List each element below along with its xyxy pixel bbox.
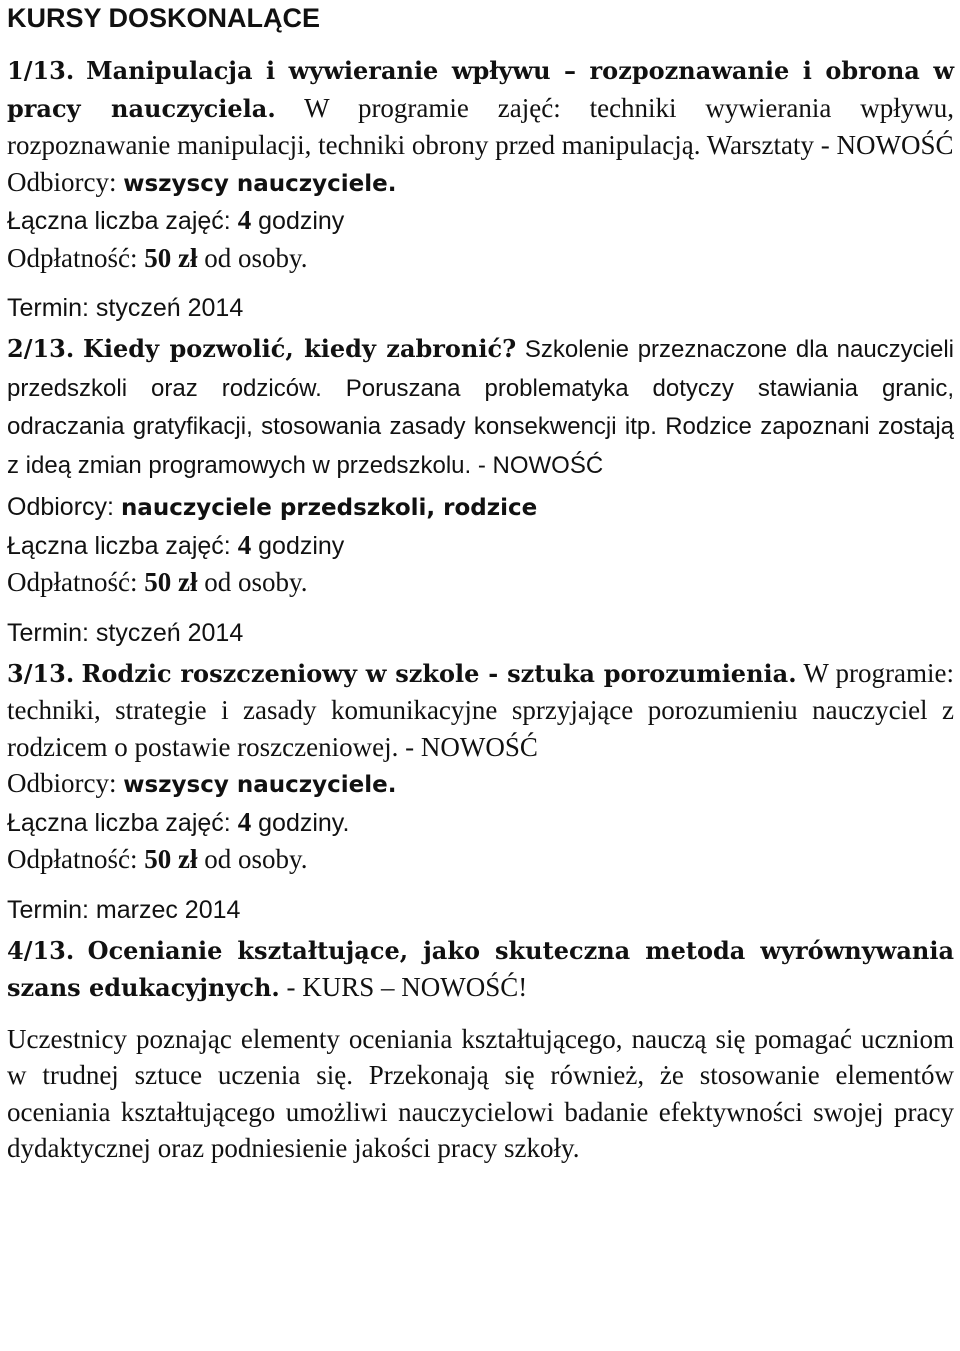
course-2-new-tag: - NOWOŚĆ	[471, 451, 604, 479]
course-2-fee-label: Odpłatność:	[7, 567, 145, 597]
course-1-audience-value: wszyscy nauczyciele.	[123, 170, 397, 197]
course-1-number: 1/13.	[7, 56, 75, 85]
course-3-hours-label: Łączna liczba zajęć:	[7, 808, 238, 837]
course-2-description: Szkolenie przeznaczone dla nauczycieli przedszkoli oraz rodziców. Poruszana problematyka dotyczy stawiania granic, odraczania gratyfikacji, stosowania zasady konsekwencji itp. Rodzice zapoznani zostają z ideą zmian programowych w przedszkolu.	[7, 336, 955, 479]
course-3-hours-value: 4	[237, 806, 252, 837]
course-2-fee-suffix: od osoby.	[197, 567, 308, 597]
course-2-text	[7, 330, 954, 484]
course-2-title: Kiedy pozwolić, kiedy zabronić?	[83, 334, 517, 363]
course-2-hours	[7, 527, 954, 565]
course-1	[7, 52, 954, 330]
course-1-fee-label: Odpłatność:	[7, 242, 145, 273]
course-3-audience-label: Odbiorcy:	[7, 768, 124, 798]
course-3-hours-unit: godziny.	[251, 808, 350, 837]
course-2-number: 2/13.	[7, 334, 75, 363]
course-3-number: 3/13.	[7, 658, 75, 688]
course-3-fee-value: 50 zł	[144, 844, 198, 874]
course-1-text	[7, 52, 954, 164]
course-2-fee	[7, 564, 954, 601]
course-2	[7, 330, 954, 655]
course-1-hours-label: Łączna liczba zajęć:	[7, 207, 238, 235]
course-3-term: Termin: marzec 2014	[7, 895, 241, 924]
course-1-description: W programie zajęć: techniki wywierania wpływu, rozpoznawanie manipulacji, techniki obrony przed manipulacją. Warsztaty	[7, 92, 954, 160]
course-2-audience-value: nauczyciele przedszkoli, rodzice	[120, 495, 538, 521]
course-4-heading	[7, 932, 954, 1007]
course-4-description: Uczestnicy poznając elementy oceniania kształtującego, nauczą się pomagać uczniom w trudnej sztuce uczenia się. Przekonają się również, że stosowanie elementów oceniania kształtującego umożliwi nauczycielowi badanie efektywności swojej pracy dydaktycznej oraz podniesienie jakości pracy szkoły.	[7, 1023, 954, 1163]
course-1-fee-value: 50 zł	[144, 242, 198, 273]
course-3	[7, 655, 954, 932]
course-1-audience-label: Odbiorcy:	[7, 166, 124, 197]
course-3-audience	[7, 765, 954, 804]
course-2-hours-value: 4	[237, 529, 252, 560]
course-4-new-tag: - KURS – NOWOŚĆ!	[279, 972, 528, 1002]
course-4	[7, 932, 954, 1167]
course-1-hours-unit: godziny	[251, 207, 345, 235]
course-3-hours	[7, 804, 954, 842]
course-1-hours	[7, 202, 954, 240]
course-2-hours-label: Łączna liczba zajęć:	[7, 531, 238, 560]
page-title: KURSY DOSKONALĄCE	[7, 3, 321, 33]
course-1-hours-value: 4	[237, 205, 252, 235]
course-1-fee-suffix: od osoby.	[197, 242, 308, 273]
course-3-fee-suffix: od osoby.	[197, 844, 308, 874]
course-3-description: W programie: techniki, strategie i zasady komunikacyjne sprzyjające porozumieniu nauczyciel z rodzicem o postawie roszczeniowej.	[7, 657, 955, 762]
course-3-text	[7, 655, 954, 766]
course-2-hours-unit: godziny	[251, 531, 345, 560]
course-3-title: Rodzic roszczeniowy w szkole - sztuka porozumienia.	[81, 658, 797, 688]
course-1-title: Manipulacja i wywieranie wpływu – rozpoznawanie i obrona w pracy nauczyciela.	[7, 56, 954, 123]
course-4-number: 4/13.	[7, 935, 75, 965]
course-3-audience-value: wszyscy nauczyciele.	[123, 772, 397, 798]
course-3-fee-label: Odpłatność:	[7, 844, 145, 874]
course-2-audience	[7, 488, 954, 527]
course-1-new-tag: - NOWOŚĆ	[814, 130, 954, 160]
course-1-fee	[7, 240, 954, 277]
course-4-title: Ocenianie kształtujące, jako skuteczna metoda wyrównywania szans edukacyjnych.	[7, 935, 954, 1002]
course-1-audience	[7, 164, 954, 203]
course-2-term: Termin: styczeń 2014	[7, 618, 244, 647]
course-1-term: Termin: styczeń 2014	[7, 294, 244, 322]
course-3-new-tag: - NOWOŚĆ	[398, 731, 538, 762]
course-3-fee	[7, 841, 954, 878]
course-2-audience-label: Odbiorcy:	[7, 493, 121, 521]
course-2-fee-value: 50 zł	[144, 567, 198, 597]
